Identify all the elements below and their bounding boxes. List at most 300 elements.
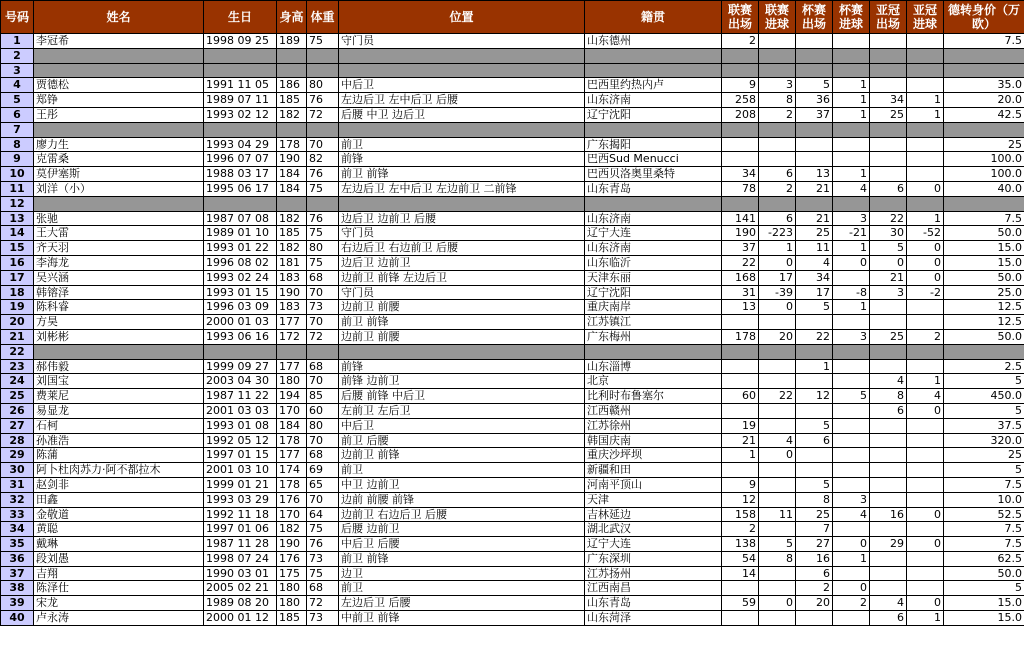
cell-acl-goals[interactable]: 0 <box>907 596 944 611</box>
cell-number[interactable]: 28 <box>1 433 34 448</box>
cell-position[interactable]: 后腰 边前卫 <box>339 522 585 537</box>
table-row[interactable] <box>1 167 1024 182</box>
table-row[interactable] <box>1 137 1024 152</box>
cell-acl-apps[interactable] <box>870 522 907 537</box>
cell-position[interactable]: 前锋 <box>339 359 585 374</box>
cell-cup-apps[interactable]: 36 <box>796 93 833 108</box>
cell-name[interactable] <box>34 48 204 63</box>
cell-cup-goals[interactable] <box>833 611 870 626</box>
cell-acl-goals[interactable] <box>907 551 944 566</box>
cell-weight[interactable]: 70 <box>307 433 339 448</box>
cell-weight[interactable]: 75 <box>307 566 339 581</box>
cell-height[interactable] <box>277 48 307 63</box>
cell-league-goals[interactable]: 1 <box>759 241 796 256</box>
table-row[interactable] <box>1 492 1024 507</box>
cell-cup-apps[interactable]: 12 <box>796 389 833 404</box>
cell-cup-goals[interactable]: 0 <box>833 581 870 596</box>
cell-name[interactable]: 陈蒲 <box>34 448 204 463</box>
cell-league-goals[interactable]: -39 <box>759 285 796 300</box>
table-row[interactable] <box>1 285 1024 300</box>
cell-hometown[interactable]: 山东济南 <box>585 211 722 226</box>
cell-birthday[interactable]: 1993 03 29 <box>204 492 277 507</box>
cell-acl-apps[interactable] <box>870 463 907 478</box>
cell-position[interactable]: 守门员 <box>339 34 585 49</box>
cell-hometown[interactable]: 广东深圳 <box>585 551 722 566</box>
cell-birthday[interactable]: 1988 03 17 <box>204 167 277 182</box>
cell-acl-apps[interactable] <box>870 477 907 492</box>
cell-name[interactable]: 阿卜杜肉苏力·阿不都拉木 <box>34 463 204 478</box>
cell-hometown[interactable]: 北京 <box>585 374 722 389</box>
cell-acl-goals[interactable]: -52 <box>907 226 944 241</box>
cell-cup-goals[interactable]: -8 <box>833 285 870 300</box>
cell-cup-apps[interactable]: 1 <box>796 359 833 374</box>
cell-height[interactable]: 178 <box>277 477 307 492</box>
cell-acl-apps[interactable] <box>870 196 907 211</box>
cell-position[interactable]: 边前 前腰 前锋 <box>339 492 585 507</box>
cell-league-apps[interactable]: 258 <box>722 93 759 108</box>
header-cup-apps[interactable]: 杯赛出场 <box>796 1 833 34</box>
cell-acl-apps[interactable]: 16 <box>870 507 907 522</box>
cell-acl-apps[interactable]: 25 <box>870 329 907 344</box>
cell-league-goals[interactable]: 11 <box>759 507 796 522</box>
cell-position[interactable] <box>339 196 585 211</box>
cell-cup-apps[interactable] <box>796 463 833 478</box>
cell-acl-apps[interactable] <box>870 433 907 448</box>
cell-acl-apps[interactable] <box>870 315 907 330</box>
table-row[interactable] <box>1 48 1024 63</box>
cell-market-value[interactable]: 50.0 <box>944 270 1024 285</box>
cell-name[interactable]: 陈泽仕 <box>34 581 204 596</box>
cell-hometown[interactable]: 新疆和田 <box>585 463 722 478</box>
cell-cup-goals[interactable]: 0 <box>833 537 870 552</box>
cell-weight[interactable]: 72 <box>307 596 339 611</box>
cell-position[interactable] <box>339 122 585 137</box>
cell-birthday[interactable]: 1987 11 22 <box>204 389 277 404</box>
cell-cup-goals[interactable] <box>833 418 870 433</box>
cell-position[interactable]: 边前卫 前锋 <box>339 448 585 463</box>
cell-cup-apps[interactable] <box>796 344 833 359</box>
cell-number[interactable]: 40 <box>1 611 34 626</box>
cell-league-apps[interactable]: 190 <box>722 226 759 241</box>
cell-cup-goals[interactable]: 4 <box>833 507 870 522</box>
cell-number[interactable]: 32 <box>1 492 34 507</box>
cell-league-goals[interactable] <box>759 374 796 389</box>
cell-name[interactable]: 戴琳 <box>34 537 204 552</box>
cell-weight[interactable]: 70 <box>307 285 339 300</box>
table-row[interactable] <box>1 122 1024 137</box>
cell-market-value[interactable]: 12.5 <box>944 315 1024 330</box>
cell-league-goals[interactable] <box>759 581 796 596</box>
cell-league-goals[interactable] <box>759 477 796 492</box>
cell-hometown[interactable]: 辽宁大连 <box>585 537 722 552</box>
cell-birthday[interactable] <box>204 63 277 78</box>
cell-league-apps[interactable]: 37 <box>722 241 759 256</box>
cell-market-value[interactable] <box>944 63 1024 78</box>
cell-cup-apps[interactable]: 6 <box>796 566 833 581</box>
cell-position[interactable]: 前锋 边前卫 <box>339 374 585 389</box>
cell-cup-goals[interactable]: 4 <box>833 181 870 196</box>
cell-acl-goals[interactable] <box>907 315 944 330</box>
cell-market-value[interactable]: 7.5 <box>944 34 1024 49</box>
cell-height[interactable]: 181 <box>277 255 307 270</box>
cell-acl-apps[interactable] <box>870 122 907 137</box>
cell-acl-goals[interactable] <box>907 63 944 78</box>
cell-cup-goals[interactable]: 1 <box>833 78 870 93</box>
cell-market-value[interactable]: 12.5 <box>944 300 1024 315</box>
cell-position[interactable]: 中前卫 前锋 <box>339 611 585 626</box>
cell-weight[interactable]: 68 <box>307 270 339 285</box>
cell-birthday[interactable]: 1991 11 05 <box>204 78 277 93</box>
cell-number[interactable]: 4 <box>1 78 34 93</box>
cell-weight[interactable]: 75 <box>307 226 339 241</box>
cell-hometown[interactable]: 山东济南 <box>585 93 722 108</box>
cell-height[interactable]: 185 <box>277 93 307 108</box>
cell-acl-apps[interactable]: 21 <box>870 270 907 285</box>
cell-birthday[interactable]: 2001 03 10 <box>204 463 277 478</box>
cell-cup-goals[interactable] <box>833 477 870 492</box>
cell-height[interactable]: 176 <box>277 492 307 507</box>
cell-birthday[interactable]: 1993 01 22 <box>204 241 277 256</box>
cell-height[interactable]: 182 <box>277 211 307 226</box>
cell-position[interactable]: 前锋 <box>339 152 585 167</box>
cell-height[interactable]: 175 <box>277 566 307 581</box>
cell-height[interactable]: 180 <box>277 374 307 389</box>
cell-number[interactable]: 6 <box>1 107 34 122</box>
cell-weight[interactable]: 75 <box>307 522 339 537</box>
cell-acl-goals[interactable] <box>907 448 944 463</box>
cell-position[interactable]: 边后卫 边前卫 后腰 <box>339 211 585 226</box>
header-hometown[interactable]: 籍贯 <box>585 1 722 34</box>
cell-position[interactable]: 左边后卫 后腰 <box>339 596 585 611</box>
cell-weight[interactable]: 75 <box>307 181 339 196</box>
cell-name[interactable]: 王大雷 <box>34 226 204 241</box>
cell-number[interactable]: 11 <box>1 181 34 196</box>
table-row[interactable] <box>1 418 1024 433</box>
cell-cup-goals[interactable] <box>833 374 870 389</box>
cell-league-apps[interactable] <box>722 344 759 359</box>
cell-position[interactable]: 左前卫 左后卫 <box>339 403 585 418</box>
cell-position[interactable]: 后腰 前锋 中后卫 <box>339 389 585 404</box>
cell-league-goals[interactable] <box>759 492 796 507</box>
cell-league-goals[interactable]: 3 <box>759 78 796 93</box>
cell-cup-apps[interactable] <box>796 403 833 418</box>
cell-league-apps[interactable] <box>722 374 759 389</box>
cell-acl-goals[interactable]: 0 <box>907 507 944 522</box>
cell-league-apps[interactable]: 21 <box>722 433 759 448</box>
table-row[interactable] <box>1 359 1024 374</box>
cell-market-value[interactable]: 25 <box>944 448 1024 463</box>
cell-hometown[interactable] <box>585 344 722 359</box>
table-row[interactable] <box>1 537 1024 552</box>
cell-birthday[interactable]: 2003 04 30 <box>204 374 277 389</box>
cell-weight[interactable]: 80 <box>307 418 339 433</box>
table-row[interactable] <box>1 507 1024 522</box>
cell-number[interactable]: 1 <box>1 34 34 49</box>
cell-cup-goals[interactable]: 1 <box>833 93 870 108</box>
cell-birthday[interactable]: 1995 06 17 <box>204 181 277 196</box>
cell-position[interactable] <box>339 63 585 78</box>
cell-hometown[interactable] <box>585 196 722 211</box>
cell-acl-goals[interactable]: 1 <box>907 374 944 389</box>
cell-acl-goals[interactable]: 1 <box>907 611 944 626</box>
cell-name[interactable]: 廖力生 <box>34 137 204 152</box>
cell-league-apps[interactable] <box>722 122 759 137</box>
table-row[interactable] <box>1 344 1024 359</box>
cell-weight[interactable] <box>307 63 339 78</box>
cell-acl-apps[interactable] <box>870 78 907 93</box>
cell-league-apps[interactable] <box>722 63 759 78</box>
cell-league-goals[interactable] <box>759 122 796 137</box>
cell-position[interactable]: 中卫 边前卫 <box>339 477 585 492</box>
cell-league-goals[interactable]: 17 <box>759 270 796 285</box>
cell-cup-apps[interactable] <box>796 63 833 78</box>
cell-cup-apps[interactable]: 11 <box>796 241 833 256</box>
cell-height[interactable]: 185 <box>277 611 307 626</box>
cell-league-apps[interactable]: 54 <box>722 551 759 566</box>
cell-birthday[interactable]: 1996 07 07 <box>204 152 277 167</box>
table-row[interactable] <box>1 522 1024 537</box>
cell-hometown[interactable]: 比利时布鲁塞尔 <box>585 389 722 404</box>
cell-birthday[interactable]: 1987 07 08 <box>204 211 277 226</box>
cell-number[interactable]: 26 <box>1 403 34 418</box>
cell-weight[interactable]: 75 <box>307 255 339 270</box>
cell-cup-apps[interactable]: 5 <box>796 418 833 433</box>
cell-cup-goals[interactable] <box>833 522 870 537</box>
cell-birthday[interactable]: 1989 07 11 <box>204 93 277 108</box>
cell-league-goals[interactable] <box>759 566 796 581</box>
cell-number[interactable]: 38 <box>1 581 34 596</box>
cell-league-goals[interactable] <box>759 522 796 537</box>
cell-market-value[interactable]: 50.0 <box>944 226 1024 241</box>
cell-cup-goals[interactable]: 0 <box>833 255 870 270</box>
cell-acl-goals[interactable] <box>907 344 944 359</box>
cell-number[interactable]: 18 <box>1 285 34 300</box>
cell-number[interactable]: 15 <box>1 241 34 256</box>
cell-acl-goals[interactable] <box>907 492 944 507</box>
cell-number[interactable]: 16 <box>1 255 34 270</box>
cell-name[interactable]: 石柯 <box>34 418 204 433</box>
cell-number[interactable]: 13 <box>1 211 34 226</box>
cell-acl-apps[interactable]: 4 <box>870 374 907 389</box>
cell-birthday[interactable]: 1989 08 20 <box>204 596 277 611</box>
cell-number[interactable]: 30 <box>1 463 34 478</box>
cell-acl-goals[interactable]: -2 <box>907 285 944 300</box>
cell-acl-apps[interactable] <box>870 167 907 182</box>
cell-name[interactable] <box>34 196 204 211</box>
cell-acl-apps[interactable] <box>870 418 907 433</box>
table-row[interactable] <box>1 448 1024 463</box>
cell-height[interactable]: 194 <box>277 389 307 404</box>
cell-birthday[interactable]: 1993 04 29 <box>204 137 277 152</box>
cell-league-apps[interactable] <box>722 463 759 478</box>
cell-birthday[interactable]: 1987 11 28 <box>204 537 277 552</box>
cell-position[interactable]: 前卫 后腰 <box>339 433 585 448</box>
cell-hometown[interactable]: 天津东丽 <box>585 270 722 285</box>
cell-hometown[interactable]: 山东济南 <box>585 241 722 256</box>
cell-cup-apps[interactable] <box>796 152 833 167</box>
cell-acl-goals[interactable]: 0 <box>907 270 944 285</box>
cell-cup-goals[interactable] <box>833 315 870 330</box>
cell-number[interactable]: 9 <box>1 152 34 167</box>
cell-cup-apps[interactable]: 4 <box>796 255 833 270</box>
cell-hometown[interactable]: 江苏徐州 <box>585 418 722 433</box>
cell-league-apps[interactable]: 14 <box>722 566 759 581</box>
cell-market-value[interactable]: 40.0 <box>944 181 1024 196</box>
cell-cup-apps[interactable] <box>796 196 833 211</box>
cell-birthday[interactable]: 1997 01 15 <box>204 448 277 463</box>
cell-league-goals[interactable] <box>759 611 796 626</box>
cell-weight[interactable]: 70 <box>307 374 339 389</box>
cell-cup-apps[interactable]: 6 <box>796 433 833 448</box>
cell-acl-apps[interactable]: 6 <box>870 181 907 196</box>
cell-position[interactable]: 前卫 <box>339 581 585 596</box>
cell-name[interactable] <box>34 122 204 137</box>
cell-position[interactable]: 中后卫 <box>339 78 585 93</box>
cell-acl-apps[interactable]: 6 <box>870 611 907 626</box>
cell-acl-goals[interactable] <box>907 581 944 596</box>
cell-position[interactable] <box>339 48 585 63</box>
table-row[interactable] <box>1 300 1024 315</box>
cell-league-apps[interactable]: 59 <box>722 596 759 611</box>
cell-hometown[interactable]: 巴西里约热内卢 <box>585 78 722 93</box>
cell-hometown[interactable]: 重庆南岸 <box>585 300 722 315</box>
cell-weight[interactable] <box>307 196 339 211</box>
table-row[interactable] <box>1 196 1024 211</box>
cell-acl-goals[interactable]: 1 <box>907 93 944 108</box>
cell-acl-goals[interactable] <box>907 122 944 137</box>
cell-height[interactable]: 182 <box>277 522 307 537</box>
cell-acl-apps[interactable]: 4 <box>870 596 907 611</box>
table-row[interactable] <box>1 63 1024 78</box>
cell-acl-goals[interactable]: 0 <box>907 403 944 418</box>
cell-hometown[interactable]: 辽宁沈阳 <box>585 285 722 300</box>
cell-league-apps[interactable]: 2 <box>722 34 759 49</box>
cell-acl-goals[interactable] <box>907 359 944 374</box>
cell-position[interactable]: 边前卫 前腰 <box>339 300 585 315</box>
cell-hometown[interactable]: 广东揭阳 <box>585 137 722 152</box>
cell-weight[interactable]: 72 <box>307 329 339 344</box>
cell-cup-apps[interactable] <box>796 34 833 49</box>
cell-acl-goals[interactable]: 0 <box>907 537 944 552</box>
cell-number[interactable]: 3 <box>1 63 34 78</box>
cell-number[interactable]: 17 <box>1 270 34 285</box>
cell-weight[interactable] <box>307 48 339 63</box>
cell-position[interactable]: 右边后卫 右边前卫 后腰 <box>339 241 585 256</box>
cell-hometown[interactable]: 山东菏泽 <box>585 611 722 626</box>
cell-cup-apps[interactable] <box>796 137 833 152</box>
cell-league-goals[interactable]: 22 <box>759 389 796 404</box>
cell-acl-goals[interactable] <box>907 152 944 167</box>
cell-name[interactable]: 李冠希 <box>34 34 204 49</box>
cell-hometown[interactable]: 辽宁沈阳 <box>585 107 722 122</box>
cell-name[interactable]: 田鑫 <box>34 492 204 507</box>
cell-height[interactable]: 180 <box>277 596 307 611</box>
cell-acl-apps[interactable] <box>870 344 907 359</box>
cell-league-apps[interactable] <box>722 403 759 418</box>
cell-number[interactable]: 8 <box>1 137 34 152</box>
cell-hometown[interactable] <box>585 122 722 137</box>
header-height[interactable]: 身高 <box>277 1 307 34</box>
cell-league-goals[interactable] <box>759 196 796 211</box>
cell-league-apps[interactable] <box>722 359 759 374</box>
cell-acl-apps[interactable] <box>870 492 907 507</box>
cell-name[interactable]: 莫伊塞斯 <box>34 167 204 182</box>
cell-name[interactable]: 吉翔 <box>34 566 204 581</box>
cell-acl-goals[interactable] <box>907 48 944 63</box>
cell-cup-goals[interactable]: 1 <box>833 107 870 122</box>
cell-league-goals[interactable] <box>759 418 796 433</box>
cell-league-goals[interactable]: 4 <box>759 433 796 448</box>
cell-league-apps[interactable] <box>722 152 759 167</box>
cell-league-goals[interactable] <box>759 315 796 330</box>
cell-hometown[interactable]: 山东德州 <box>585 34 722 49</box>
table-row[interactable] <box>1 477 1024 492</box>
cell-position[interactable]: 前卫 <box>339 137 585 152</box>
cell-weight[interactable]: 68 <box>307 448 339 463</box>
cell-height[interactable]: 182 <box>277 107 307 122</box>
cell-acl-apps[interactable] <box>870 300 907 315</box>
cell-cup-goals[interactable]: 3 <box>833 492 870 507</box>
cell-weight[interactable]: 69 <box>307 463 339 478</box>
cell-acl-goals[interactable] <box>907 566 944 581</box>
cell-number[interactable]: 24 <box>1 374 34 389</box>
cell-market-value[interactable]: 35.0 <box>944 78 1024 93</box>
cell-birthday[interactable]: 2005 02 21 <box>204 581 277 596</box>
header-acl-goals[interactable]: 亚冠进球 <box>907 1 944 34</box>
cell-name[interactable]: 赵剑非 <box>34 477 204 492</box>
cell-height[interactable]: 185 <box>277 226 307 241</box>
cell-birthday[interactable]: 1998 09 25 <box>204 34 277 49</box>
cell-league-goals[interactable]: 5 <box>759 537 796 552</box>
cell-position[interactable]: 守门员 <box>339 226 585 241</box>
cell-league-apps[interactable]: 2 <box>722 522 759 537</box>
cell-market-value[interactable]: 5 <box>944 463 1024 478</box>
cell-market-value[interactable] <box>944 196 1024 211</box>
cell-position[interactable]: 左边后卫 左中后卫 左边前卫 二前锋 <box>339 181 585 196</box>
cell-position[interactable]: 前卫 前锋 <box>339 315 585 330</box>
cell-name[interactable]: 吴兴涵 <box>34 270 204 285</box>
cell-acl-apps[interactable] <box>870 152 907 167</box>
cell-height[interactable]: 190 <box>277 152 307 167</box>
table-row[interactable] <box>1 389 1024 404</box>
cell-league-apps[interactable]: 158 <box>722 507 759 522</box>
cell-height[interactable] <box>277 196 307 211</box>
table-row[interactable] <box>1 566 1024 581</box>
table-row[interactable] <box>1 403 1024 418</box>
cell-weight[interactable]: 60 <box>307 403 339 418</box>
cell-height[interactable]: 172 <box>277 329 307 344</box>
cell-market-value[interactable]: 7.5 <box>944 522 1024 537</box>
cell-cup-goals[interactable]: 1 <box>833 300 870 315</box>
cell-name[interactable]: 郝伟毅 <box>34 359 204 374</box>
cell-cup-apps[interactable]: 7 <box>796 522 833 537</box>
cell-hometown[interactable]: 湖北武汉 <box>585 522 722 537</box>
cell-acl-goals[interactable] <box>907 433 944 448</box>
cell-market-value[interactable]: 450.0 <box>944 389 1024 404</box>
cell-weight[interactable]: 68 <box>307 581 339 596</box>
cell-number[interactable]: 36 <box>1 551 34 566</box>
cell-weight[interactable]: 85 <box>307 389 339 404</box>
cell-hometown[interactable]: 吉林延边 <box>585 507 722 522</box>
cell-name[interactable]: 金敬道 <box>34 507 204 522</box>
cell-market-value[interactable]: 50.0 <box>944 329 1024 344</box>
cell-weight[interactable]: 73 <box>307 300 339 315</box>
cell-weight[interactable]: 80 <box>307 78 339 93</box>
cell-birthday[interactable] <box>204 122 277 137</box>
cell-height[interactable]: 178 <box>277 433 307 448</box>
cell-market-value[interactable]: 25 <box>944 137 1024 152</box>
cell-league-apps[interactable] <box>722 196 759 211</box>
